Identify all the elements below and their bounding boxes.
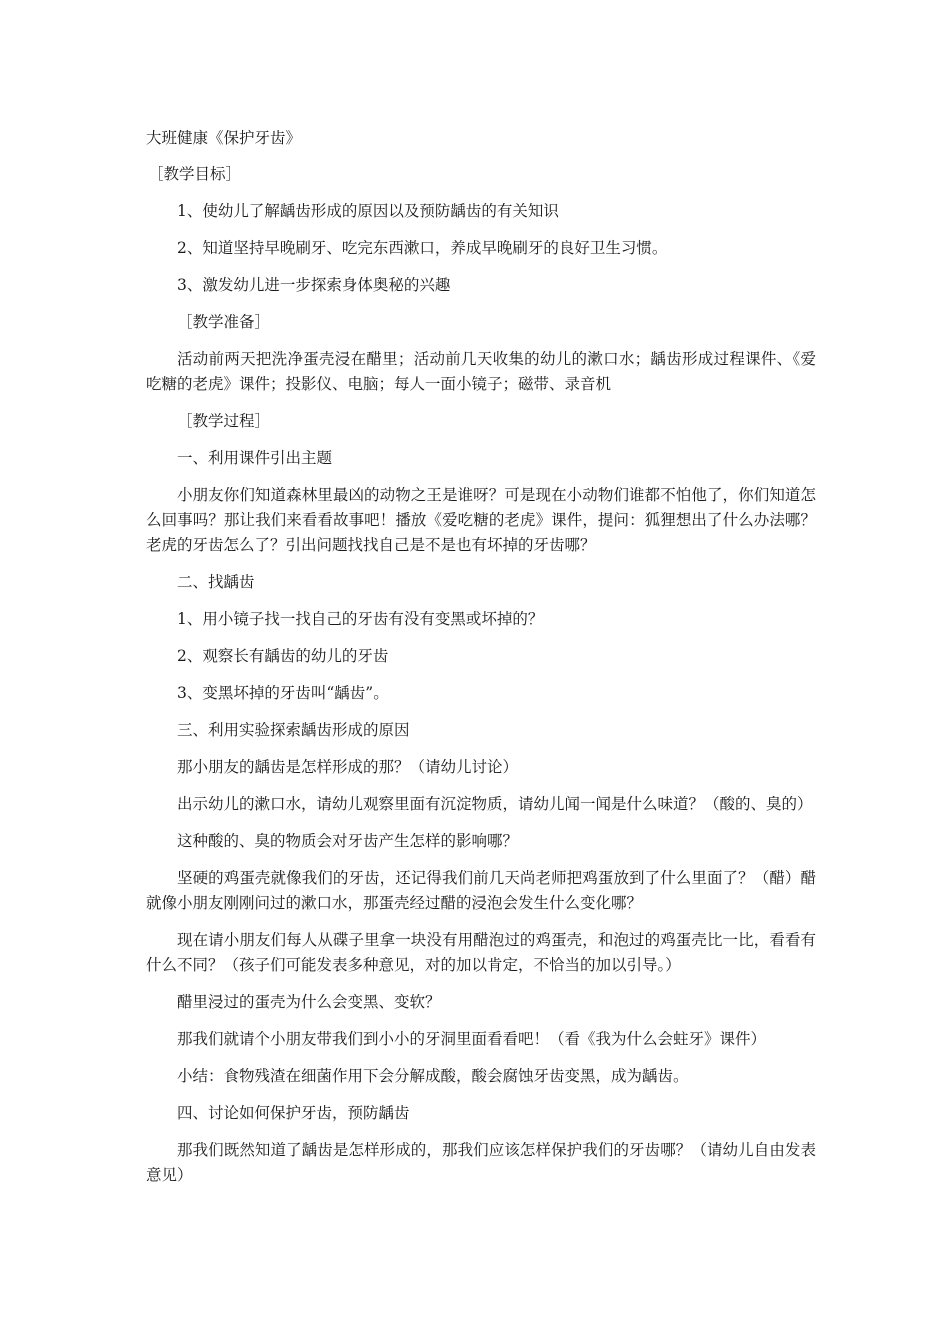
step-2-item-3: 3、变黑坏掉的牙齿叫“龋齿”。 [177, 684, 389, 702]
step-3-paragraph-6: 醋里浸过的蛋壳为什么会变黑、变软？ [177, 993, 441, 1011]
section-heading-process: ［教学过程］ [177, 412, 271, 430]
step-2-item-1: 1、用小镜子找一找自己的牙齿有没有变黑或坏掉的？ [177, 610, 544, 628]
step-heading-4: 四、讨论如何保护牙齿，预防龋齿 [177, 1104, 410, 1122]
section-heading-goals: ［教学目标］ [148, 165, 242, 183]
goal-item-1: 1、使幼儿了解龋齿形成的原因以及预防龋齿的有关知识 [177, 202, 559, 220]
preparation-paragraph: 活动前两天把洗净蛋壳浸在醋里；活动前几天收集的幼儿的漱口水；龋齿形成过程课件、《爱吃糖的老虎》课件；投影仪、电脑；每人一面小镜子；磁带、录音机 [146, 350, 816, 393]
step-3-paragraph-2: 出示幼儿的漱口水，请幼儿观察里面有沉淀物质，请幼儿闻一闻是什么味道？（酸的、臭的） [177, 795, 813, 813]
step-1-paragraph: 小朋友你们知道森林里最凶的动物之王是谁呀？可是现在小动物们谁都不怕他了，你们知道怎么回事吗？那让我们来看看故事吧！播放《爱吃糖的老虎》课件，提问：狐狸想出了什么办法哪？老虎的牙齿怎么了？引出问题找找自己是不是也有坏掉的牙齿哪？ [146, 486, 816, 554]
goal-item-3: 3、激发幼儿进一步探索身体奥秘的兴趣 [177, 276, 451, 294]
step-3-paragraph-7: 那我们就请个小朋友带我们到小小的牙洞里面看看吧！（看《我为什么会蛀牙》课件） [177, 1030, 767, 1048]
goal-item-2: 2、知道坚持早晚刷牙、吃完东西漱口，养成早晚刷牙的良好卫生习惯。 [177, 239, 668, 257]
step-2-item-2: 2、观察长有龋齿的幼儿的牙齿 [177, 647, 389, 665]
step-3-paragraph-4: 坚硬的鸡蛋壳就像我们的牙齿，还记得我们前几天尚老师把鸡蛋放到了什么里面了？（醋）醋就像小朋友刚刚问过的漱口水，那蛋壳经过醋的浸泡会发生什么变化哪？ [146, 869, 816, 912]
step-3-paragraph-1: 那小朋友的龋齿是怎样形成的那？（请幼儿讨论） [177, 758, 519, 776]
section-heading-preparation: ［教学准备］ [177, 313, 271, 331]
step-heading-1: 一、利用课件引出主题 [177, 449, 333, 467]
step-heading-3: 三、利用实验探索龋齿形成的原因 [177, 721, 410, 739]
document-body [146, 126, 816, 1200]
document-title: 大班健康《保护牙齿》 [146, 129, 302, 147]
step-3-paragraph-3: 这种酸的、臭的物质会对牙齿产生怎样的影响哪？ [177, 832, 519, 850]
step-heading-2: 二、找龋齿 [177, 573, 255, 591]
step-3-paragraph-5: 现在请小朋友们每人从碟子里拿一块没有用醋泡过的鸡蛋壳，和泡过的鸡蛋壳比一比，看看有什么不同？（孩子们可能发表多种意见，对的加以肯定，不恰当的加以引导。） [146, 931, 816, 974]
step-4-paragraph: 那我们既然知道了龋齿是怎样形成的，那我们应该怎样保护我们的牙齿哪？（请幼儿自由发表意见） [146, 1141, 816, 1184]
step-3-summary: 小结：食物残渣在细菌作用下会分解成酸，酸会腐蚀牙齿变黑，成为龋齿。 [177, 1067, 689, 1085]
